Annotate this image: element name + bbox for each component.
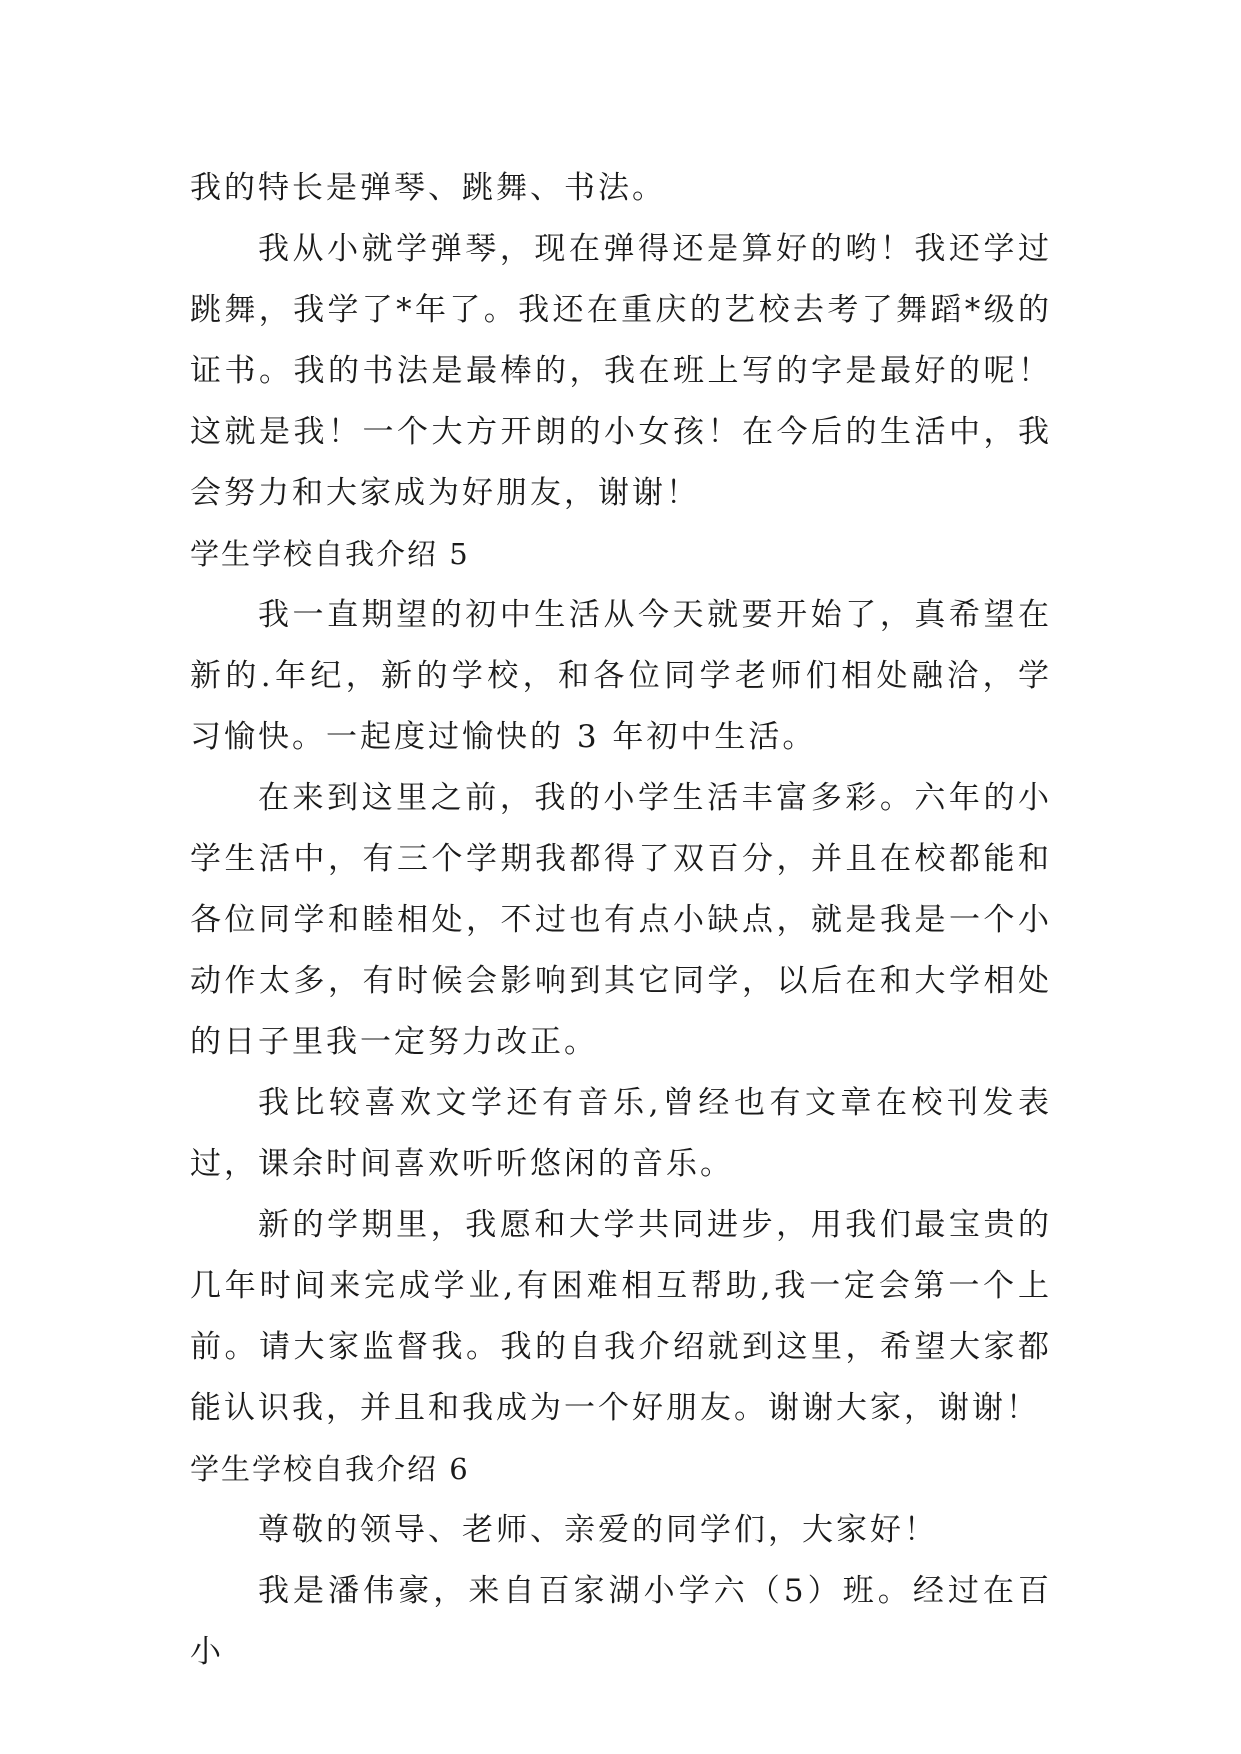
paragraph: 我从小就学弹琴，现在弹得还是算好的哟！我还学过跳舞，我学了*年了。我还在重庆的艺校去考了舞蹈*级的证书。我的书法是最棒的，我在班上写的字是最好的呢！这就是我！一个大方开朗的小女孩！在今后的生活中，我会努力和大家成为好朋友，谢谢！ <box>190 231 1052 511</box>
paragraph: 我是潘伟豪，来自百家湖小学六（5）班。经过在百小 <box>190 1573 1052 1670</box>
document-body <box>190 158 1052 1683</box>
section-heading: 学生学校自我介绍 6 <box>190 1452 470 1486</box>
paragraph: 尊敬的领导、老师、亲爱的同学们，大家好！ <box>258 1512 938 1548</box>
paragraph: 新的学期里，我愿和大学共同进步，用我们最宝贵的几年时间来完成学业,有困难相互帮助,我一定会第一个上前。请大家监督我。我的自我介绍就到这里，希望大家都能认识我，并且和我成为一个好朋友。谢谢大家，谢谢！ <box>190 1207 1052 1426</box>
paragraph: 我一直期望的初中生活从今天就要开始了，真希望在新的.年纪，新的学校，和各位同学老师们相处融洽，学习愉快。一起度过愉快的 3 年初中生活。 <box>190 597 1052 755</box>
paragraph: 在来到这里之前，我的小学生活丰富多彩。六年的小学生活中，有三个学期我都得了双百分，并且在校都能和各位同学和睦相处，不过也有点小缺点，就是我是一个小动作太多，有时候会影响到其它同学，以后在和大学相处的日子里我一定努力改正。 <box>190 780 1052 1060</box>
paragraph: 我的特长是弹琴、跳舞、书法。 <box>190 170 666 206</box>
section-heading: 学生学校自我介绍 5 <box>190 537 470 571</box>
paragraph: 我比较喜欢文学还有音乐,曾经也有文章在校刊发表过，课余时间喜欢听听悠闲的音乐。 <box>190 1085 1052 1182</box>
